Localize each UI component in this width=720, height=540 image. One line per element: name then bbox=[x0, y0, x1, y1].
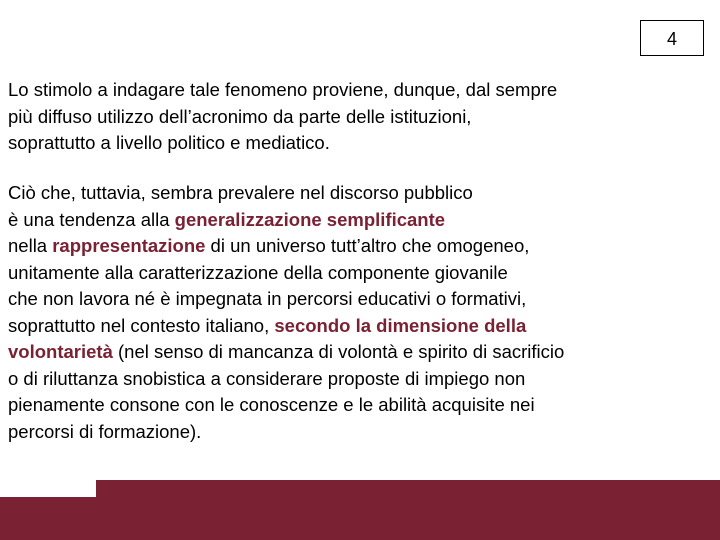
paragraph-line: Ciò che, tuttavia, sembra prevalere nel discorso pubblico bbox=[8, 182, 473, 203]
paragraph-line: percorsi di formazione). bbox=[8, 420, 202, 442]
paragraph-line: soprattutto a livello politico e mediatico. bbox=[8, 132, 330, 153]
paragraph-line bbox=[8, 233, 564, 260]
paragraph-line bbox=[8, 339, 564, 366]
footer-bar-main-segment bbox=[96, 480, 720, 540]
text-segment: è una tendenza alla bbox=[8, 208, 175, 230]
highlight-volontarieta: volontarietà bbox=[8, 341, 113, 362]
highlight-generalizzazione: generalizzazione semplificante bbox=[174, 208, 446, 230]
paragraph-line bbox=[8, 207, 564, 234]
text-segment: soprattutto nel contesto italiano, bbox=[8, 314, 275, 336]
text-segment: (nel senso di mancanza di volontà e spirito di sacrificio bbox=[112, 341, 565, 362]
highlight-rappresentazione: rappresentazione bbox=[52, 235, 206, 256]
paragraph-line: o di riluttanza snobistica a considerare proposte di impiego non bbox=[8, 367, 526, 389]
paragraph-line: che non lavora né è impegnata in percorsi educativi o formativi, bbox=[8, 288, 527, 309]
paragraph-body bbox=[8, 180, 564, 445]
footer-bar-left-segment bbox=[0, 497, 96, 540]
page-number: 4 bbox=[640, 20, 704, 56]
footer-bar bbox=[0, 480, 720, 540]
paragraph-line: pienamente consone con le conoscenze e le abilità acquisite nei bbox=[8, 394, 535, 415]
text-segment: nella bbox=[8, 235, 53, 256]
paragraph-line: unitamente alla caratterizzazione della componente giovanile bbox=[8, 261, 508, 283]
paragraph-intro bbox=[8, 77, 557, 157]
paragraph-line: più diffuso utilizzo dell’acronimo da parte delle istituzioni, bbox=[8, 105, 472, 127]
text-segment: di un universo tutt’altro che omogeneo, bbox=[205, 235, 530, 256]
highlight-dimensione: secondo la dimensione della bbox=[274, 314, 527, 336]
paragraph-line: Lo stimolo a indagare tale fenomeno proviene, dunque, dal sempre bbox=[8, 79, 558, 100]
paragraph-line bbox=[8, 313, 564, 340]
